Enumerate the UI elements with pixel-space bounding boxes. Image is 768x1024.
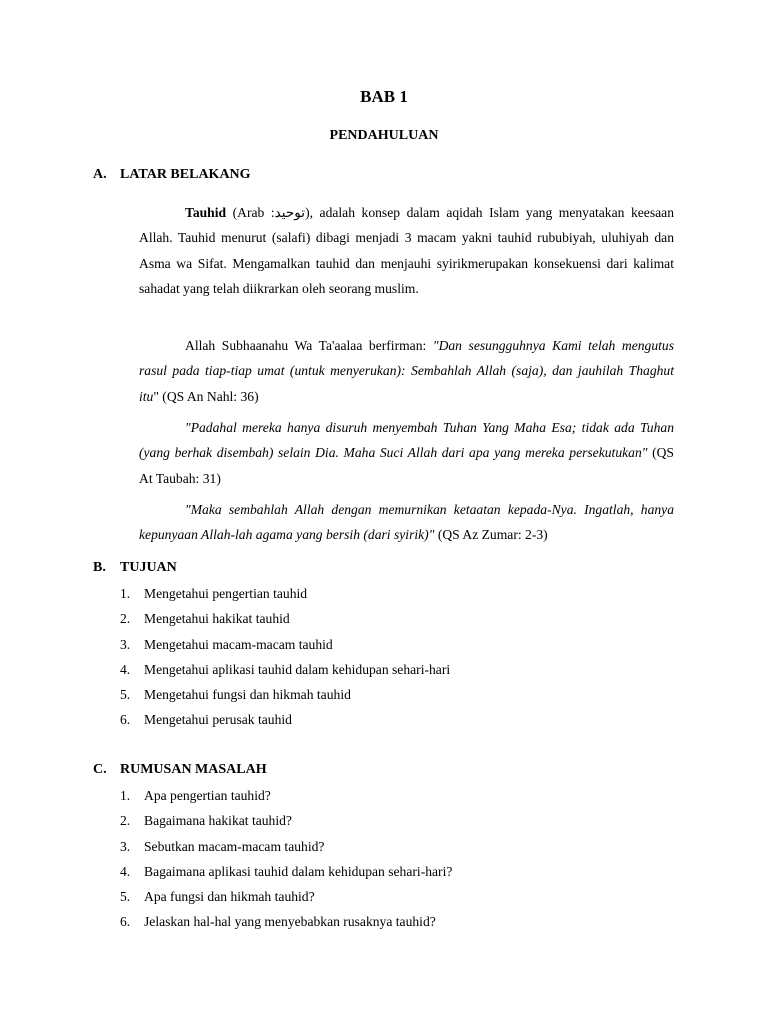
list-number: 3. bbox=[120, 838, 131, 854]
list-number: 1. bbox=[120, 788, 131, 803]
list-text: Apa fungsi dan hikmah tauhid? bbox=[144, 889, 315, 905]
section-c-title: RUMUSAN MASALAH bbox=[120, 762, 267, 777]
an-nahl-citation: " (QS An Nahl: 36) bbox=[153, 388, 259, 404]
section-c-heading bbox=[93, 762, 267, 778]
an-nahl-lead: Allah Subhaanahu Wa Ta'aalaa berfirman: bbox=[185, 338, 433, 353]
list-text: Mengetahui hakikat tauhid bbox=[144, 611, 290, 627]
list-text: Bagaimana aplikasi tauhid dalam kehidupan sehari-hari? bbox=[144, 863, 453, 879]
section-b-title: TUJUAN bbox=[120, 560, 177, 575]
list-item bbox=[120, 909, 452, 934]
list-item bbox=[120, 682, 450, 707]
list-number: 6. bbox=[120, 712, 131, 728]
list-item bbox=[120, 707, 450, 732]
list-text: Mengetahui macam-macam tauhid bbox=[144, 636, 333, 652]
list-item bbox=[120, 581, 450, 606]
list-number: 3. bbox=[120, 636, 131, 652]
section-a-letter: A. bbox=[93, 167, 107, 182]
list-item bbox=[120, 783, 452, 808]
paragraph-at-taubah bbox=[139, 415, 674, 491]
list-text: Mengetahui perusak tauhid bbox=[144, 712, 292, 728]
tujuan-list bbox=[120, 581, 450, 733]
list-item bbox=[120, 632, 450, 657]
tauhid-definition-text: (Arab :توحيد), adalah konsep dalam aqidah Islam yang menyatakan keesaan Allah. Tauhid menurut (salafi) dibagi menjadi 3 macam yakni tauhid rububiyah, uluhiyah dan Asma wa Sifat. Mengamalkan tauhid dan menjauhi syirikmerupakan konsekuensi dari kalimat sahadat yang telah diikrarkan oleh seorang muslim. bbox=[139, 205, 674, 296]
list-item bbox=[120, 808, 452, 833]
list-number: 2. bbox=[120, 813, 131, 829]
an-nahl-quote: "Dan sesungguhnya Kami telah mengutus rasul pada tiap-tiap umat (untuk menyerukan): Sembahlah Allah (saja), dan jauhilah Thaghut itu bbox=[139, 338, 674, 404]
az-zumar-citation: (QS Az Zumar: 2-3) bbox=[434, 527, 548, 543]
list-text: Apa pengertian tauhid? bbox=[144, 788, 271, 803]
list-number: 5. bbox=[120, 889, 131, 905]
list-item bbox=[120, 884, 452, 909]
chapter-number: BAB 1 bbox=[360, 87, 408, 106]
list-number: 1. bbox=[120, 586, 131, 601]
chapter-title: PENDAHULUAN bbox=[329, 128, 439, 143]
section-c-letter: C. bbox=[93, 762, 107, 777]
list-number: 4. bbox=[120, 661, 131, 677]
rumusan-masalah-list bbox=[120, 783, 452, 935]
list-text: Mengetahui pengertian tauhid bbox=[144, 586, 308, 601]
list-text: Jelaskan hal-hal yang menyebabkan rusaknya tauhid? bbox=[144, 914, 436, 930]
list-number: 4. bbox=[120, 863, 131, 879]
section-a-heading bbox=[93, 167, 251, 183]
paragraph-an-nahl bbox=[139, 333, 674, 409]
at-taubah-citation: (QS At Taubah: 31) bbox=[139, 445, 674, 486]
list-text: Mengetahui fungsi dan hikmah tauhid bbox=[144, 687, 351, 703]
tauhid-term: Tauhid bbox=[185, 205, 227, 220]
list-item bbox=[120, 606, 450, 631]
az-zumar-quote: "Maka sembahlah Allah dengan memurnikan ketaatan kepada-Nya. Ingatlah, hanya kepunyaan Allah-lah agama yang bersih (dari syirik)" bbox=[139, 502, 674, 543]
at-taubah-quote: "Padahal mereka hanya disuruh menyembah Tuhan Yang Maha Esa; tidak ada Tuhan (yang berhak disembah) selain Dia. Maha Suci Allah dari apa yang mereka persekutukan" bbox=[139, 420, 674, 461]
list-item bbox=[120, 657, 450, 682]
list-text: Mengetahui aplikasi tauhid dalam kehidupan sehari-hari bbox=[144, 661, 451, 677]
section-b-letter: B. bbox=[93, 560, 106, 575]
list-number: 5. bbox=[120, 687, 131, 703]
list-item bbox=[120, 859, 452, 884]
paragraph-tauhid-definition bbox=[139, 200, 674, 301]
section-a-title: LATAR BELAKANG bbox=[120, 167, 251, 182]
paragraph-az-zumar bbox=[139, 497, 674, 548]
list-item bbox=[120, 834, 452, 859]
section-b-heading bbox=[93, 560, 177, 576]
list-text: Sebutkan macam-macam tauhid? bbox=[144, 838, 325, 854]
list-text: Bagaimana hakikat tauhid? bbox=[144, 813, 292, 829]
list-number: 6. bbox=[120, 914, 131, 930]
list-number: 2. bbox=[120, 611, 131, 627]
